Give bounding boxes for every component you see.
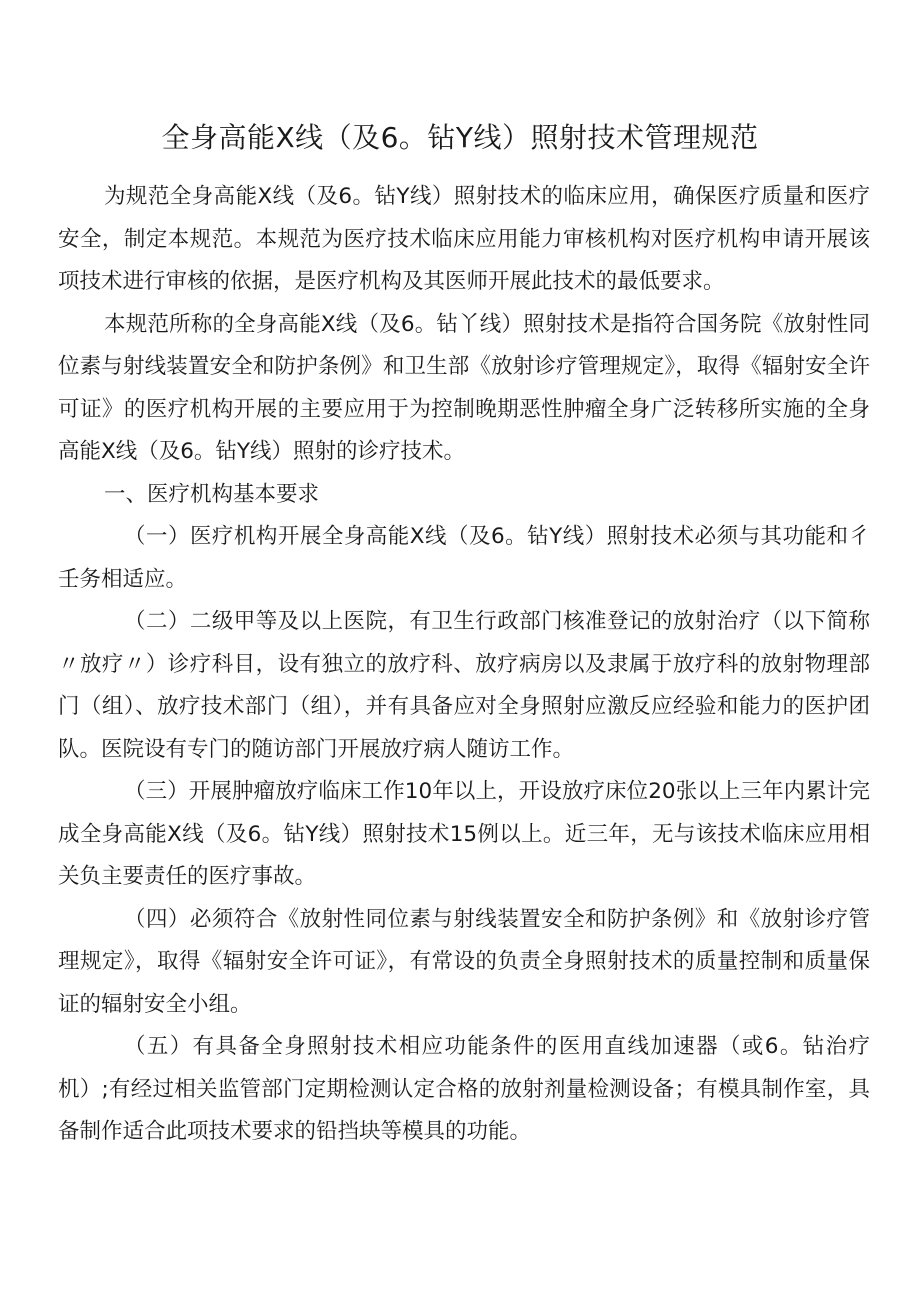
clause-2: （二）二级甲等及以上医院，有卫生行政部门核准登记的放射治疗（以下简称〃放疗〃）诊疗科目，设有独立的放疗科、放疗病房以及隶属于放疗科的放射物理部门（组）、放疗技术部门（组），并有具备应对全身照射应激反应经验和能力的医护团队。医院设有专门的随访部门开展放疗病人随访工作。 (58, 609, 870, 762)
document-title: 全身高能X线（及6。钻Y线）照射技术管理规范 (161, 121, 759, 154)
document-body (58, 176, 870, 1154)
clause-3: （三）开展肿瘤放疗临床工作10年以上，开设放疗床位20张以上三年内累计完成全身高能X线（及6。钻Y线）照射技术15例以上。近三年，无与该技术临床应用相关负主要责任的医疗事故。 (58, 779, 870, 889)
paragraph-definition: 本规范所称的全身高能X线（及6。钻丫线）照射技术是指符合国务院《放射性同位素与射线装置安全和防护条例》和卫生部《放射诊疗管理规定》，取得《辐射安全许可证》的医疗机构开展的主要应用于为控制晚期恶性肿瘤全身广泛转移所实施的全身高能X线（及6。钻Y线）照射的诊疗技术。 (58, 311, 870, 464)
section-heading-1: 一、医疗机构基本要求 (104, 481, 320, 507)
clause-5: （五）有具备全身照射技术相应功能条件的医用直线加速器（或6。钻治疗机）;有经过相关监管部门定期检测认定合格的放射剂量检测设备；有模具制作室，具备制作适合此项技术要求的铅挡块等模具的功能。 (58, 1034, 870, 1144)
clause-4: （四）必须符合《放射性同位素与射线装置安全和防护条例》和《放射诊疗管理规定》，取得《辐射安全许可证》，有常设的负责全身照射技术的质量控制和质量保证的辐射安全小组。 (58, 906, 870, 1017)
clause-1: （一）医疗机构开展全身高能X线（及6。钻Y线）照射技术必须与其功能和彳壬务相适应。 (58, 524, 870, 592)
paragraph-purpose: 为规范全身高能X线（及6。钻Y线）照射技术的临床应用，确保医疗质量和医疗安全，制定本规范。本规范为医疗技术临床应用能力审核机构对医疗机构申请开展该项技术进行审核的依据，是医疗机构及其医师开展此技术的最低要求。 (58, 184, 870, 294)
